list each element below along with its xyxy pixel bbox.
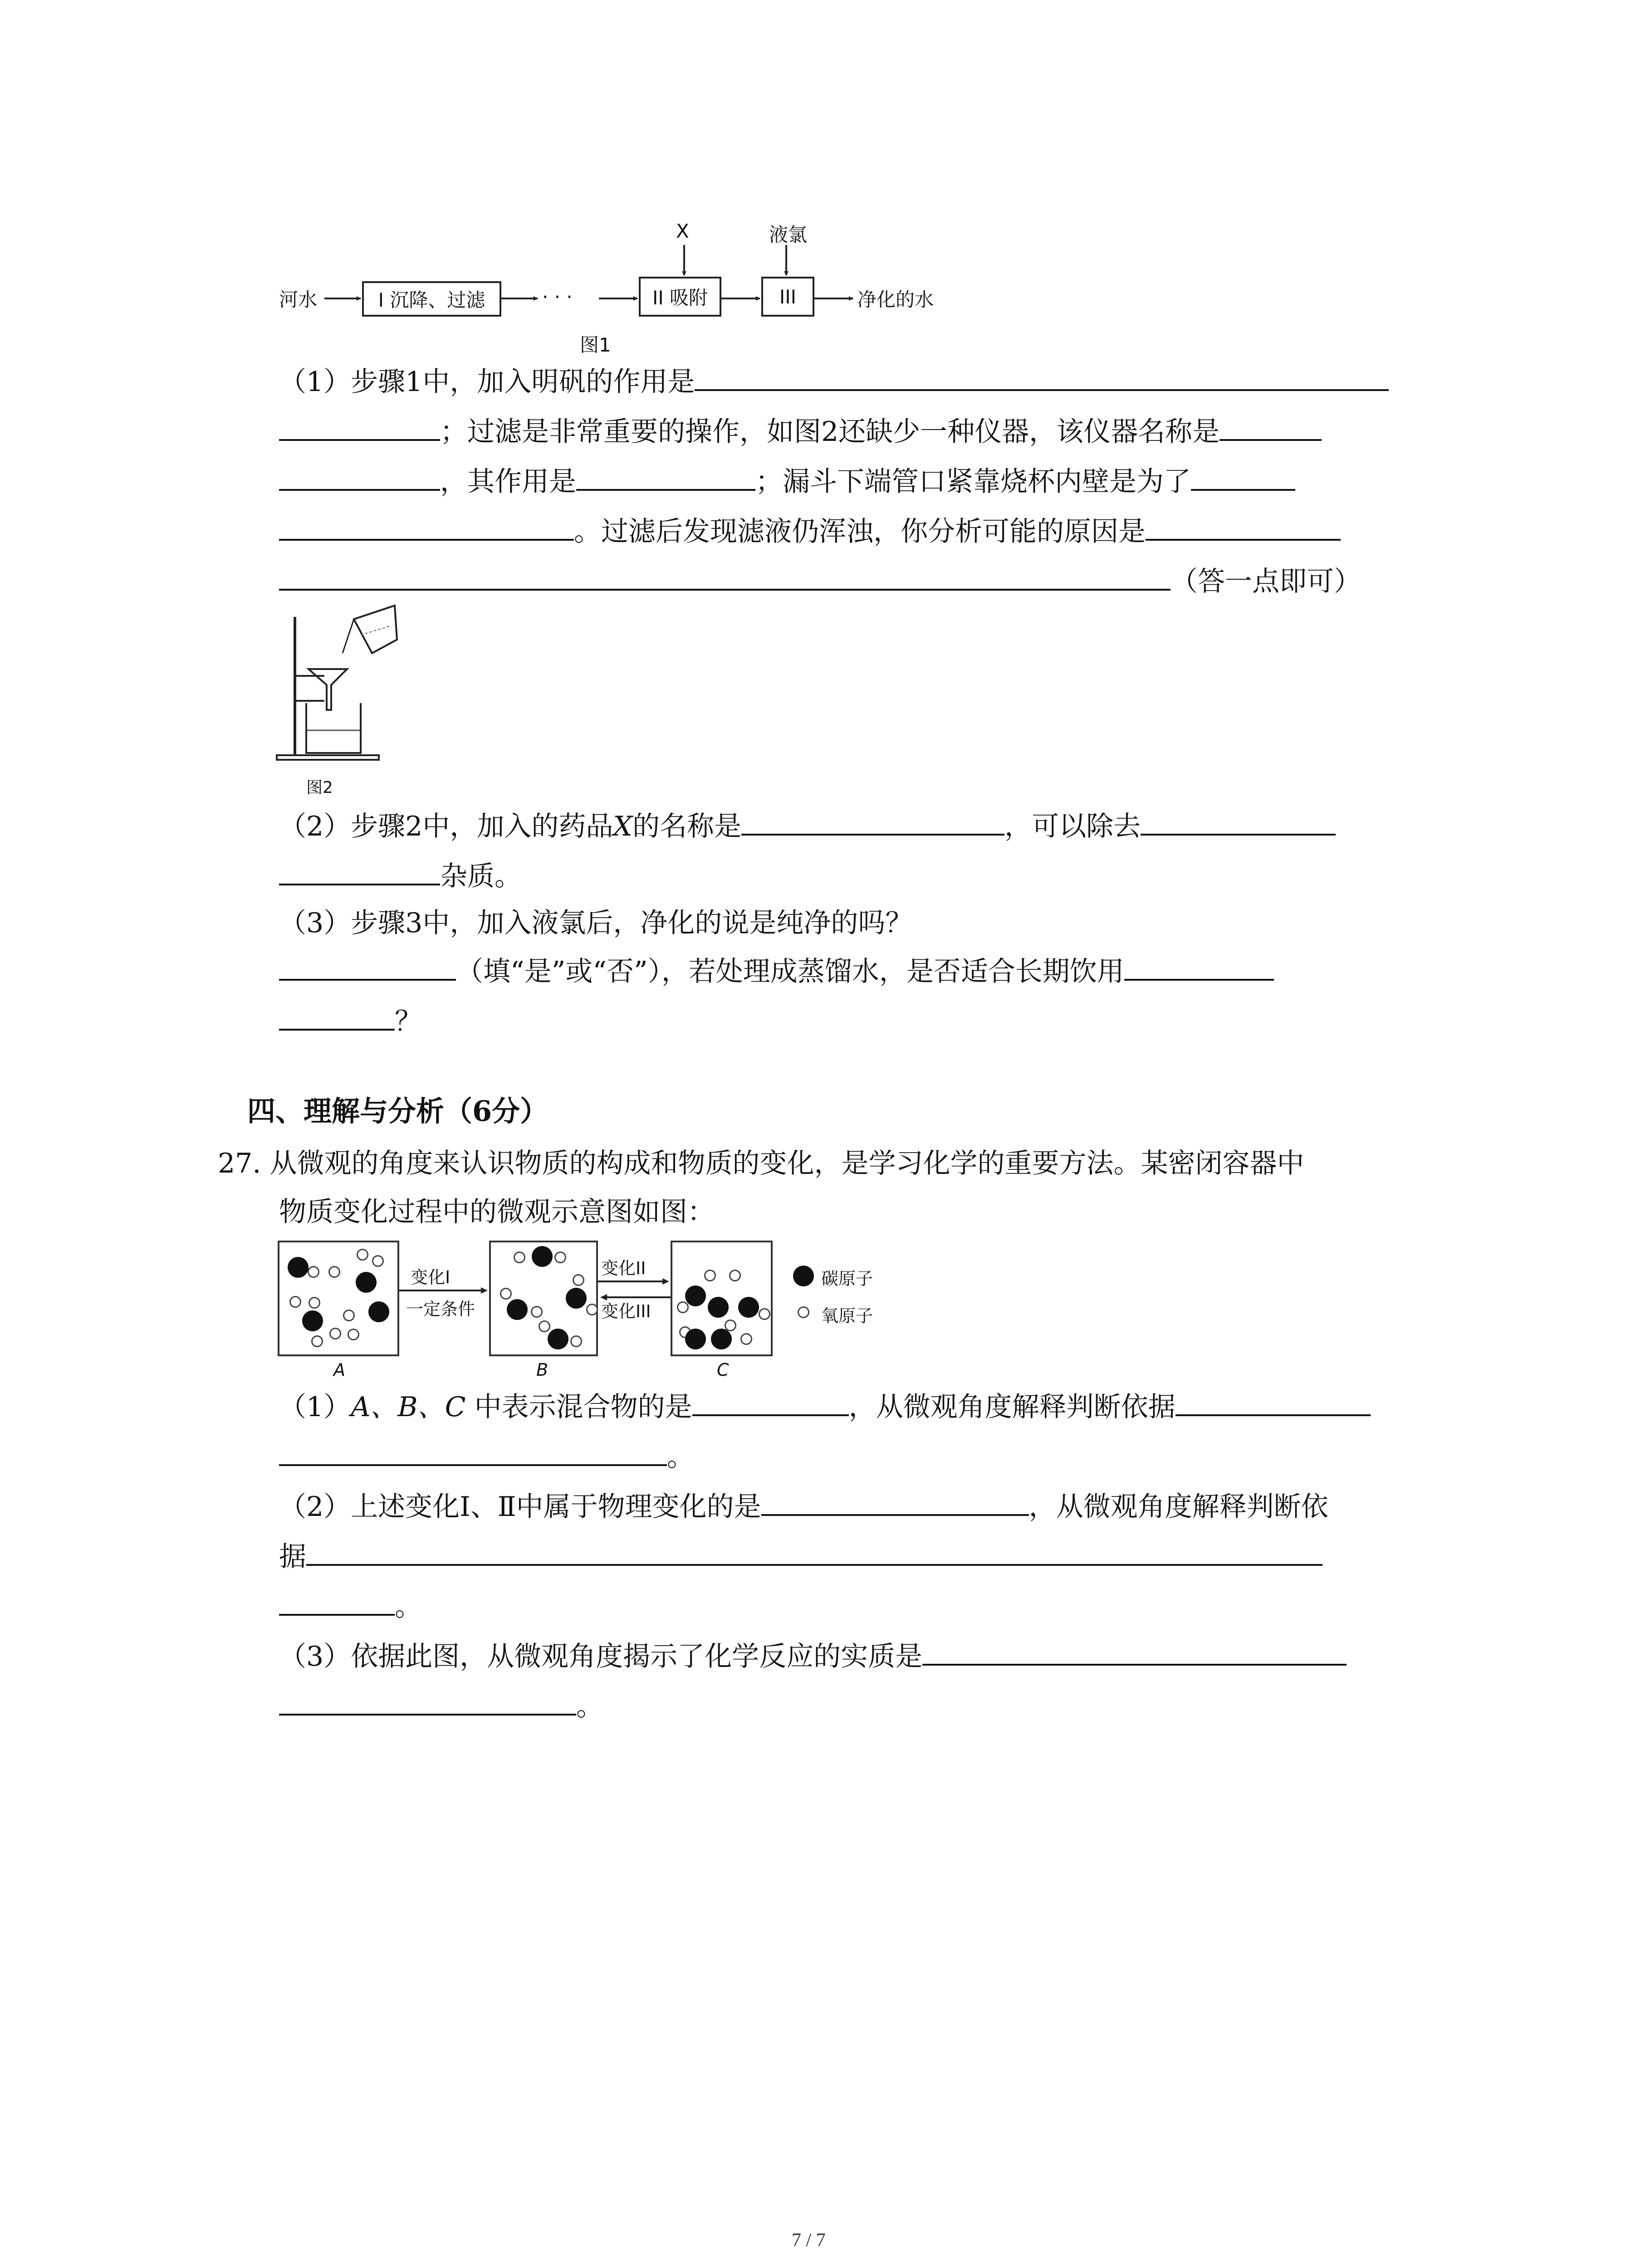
answer-blank[interactable]	[695, 363, 1389, 391]
flow-step1-box	[362, 281, 501, 317]
oxygen-atom	[539, 1320, 550, 1332]
answer-blank[interactable]	[1220, 413, 1322, 441]
q2-text-1b: 的名称是	[632, 811, 742, 842]
oxygen-atom	[311, 1335, 323, 1347]
oxygen-atom	[677, 1301, 689, 1313]
answer-blank[interactable]	[279, 1588, 395, 1616]
answer-blank[interactable]	[576, 463, 755, 491]
label-c: C	[717, 1360, 729, 1380]
carbon-atom	[288, 1257, 309, 1278]
change-1-condition: 一定条件	[406, 1299, 475, 1319]
q27-2-line-3	[279, 1588, 422, 1625]
q2-text-1c: ，可以除去	[1004, 811, 1141, 842]
mol-box-c	[671, 1241, 773, 1356]
q27-1-text-c: 中表示混合物的是	[465, 1391, 692, 1423]
answer-blank[interactable]	[279, 413, 440, 441]
oxygen-atom	[740, 1333, 752, 1345]
carbon-atom	[532, 1246, 553, 1267]
q3-line-1	[279, 905, 912, 941]
answer-blank[interactable]	[1141, 807, 1336, 836]
oxygen-atom	[308, 1266, 319, 1278]
q3-text-1: （3）步骤3中，加入液氯后，净化的说是纯净的吗？	[279, 907, 913, 939]
q27-2-text-2: 据	[279, 1541, 306, 1573]
q1-text-5: （答一点即可）	[1171, 566, 1361, 597]
label-b: B	[536, 1360, 549, 1380]
oxygen-atom	[372, 1255, 384, 1267]
flow-step2-box	[639, 277, 721, 317]
carbon-atom	[368, 1301, 389, 1322]
oxygen-atom	[357, 1249, 368, 1261]
carbon-atom	[356, 1272, 377, 1293]
oxygen-atom	[289, 1296, 301, 1308]
carbon-atom	[711, 1329, 732, 1349]
flow-arrows	[0, 0, 1641, 363]
flow-output-label: 净化的水	[857, 288, 934, 311]
oxygen-atom	[554, 1251, 566, 1263]
flow-dots: · · ·	[542, 286, 573, 308]
flow-step1-label: I 沉降、过滤	[378, 289, 485, 311]
answer-blank[interactable]	[1176, 1388, 1371, 1416]
legend-oxygen-label: 氧原子	[821, 1306, 873, 1326]
legend-oxygen-icon	[798, 1306, 809, 1318]
q27-3-text-2: 。	[576, 1691, 603, 1722]
q1-text-1: （1）步骤1中，加入明矾的作用是	[279, 366, 695, 398]
answer-blank[interactable]	[279, 1002, 395, 1031]
oxygen-atom	[729, 1270, 741, 1281]
answer-blank[interactable]	[306, 1538, 1323, 1566]
carbon-atom	[302, 1310, 323, 1331]
q27-3-line-2	[279, 1687, 603, 1725]
oxygen-atom	[573, 1274, 584, 1286]
answer-blank[interactable]	[279, 513, 574, 541]
mol-box-b	[489, 1241, 598, 1356]
carbon-atom	[738, 1297, 759, 1318]
oxygen-atom	[570, 1335, 582, 1347]
q27-line-2	[279, 1194, 715, 1230]
figure-2-filtration-apparatus	[274, 603, 420, 776]
q2-text-2: 杂质。	[440, 860, 522, 892]
q2-line-2	[279, 857, 522, 894]
answer-blank[interactable]	[279, 1438, 667, 1466]
q2-text-1a: （2）步骤2中，加入的药品	[279, 811, 613, 842]
q27-2-line-1	[279, 1488, 1328, 1525]
q27-1-text-a: （1）	[279, 1391, 351, 1423]
answer-blank[interactable]	[1124, 953, 1274, 981]
answer-blank[interactable]	[761, 1488, 1029, 1516]
q27-2-text-a: （2）上述变化Ⅰ、Ⅱ中属于物理变化的是	[279, 1491, 761, 1523]
oxygen-atom	[704, 1270, 716, 1281]
q27-1-text-d: ，从微观角度解释判断依据	[848, 1391, 1176, 1423]
answer-blank[interactable]	[922, 1637, 1347, 1666]
q27-text-1: 从微观的角度来认识物质的构成和物质的变化，是学习化学的重要方法。某密闭容器中	[269, 1148, 1304, 1179]
q3-line-2	[279, 953, 1274, 990]
legend-carbon-icon	[793, 1266, 814, 1286]
oxygen-atom	[759, 1308, 770, 1320]
q27-3-line-1	[279, 1637, 1347, 1675]
change-1-arrow	[399, 1286, 490, 1295]
legend-carbon-label: 碳原子	[821, 1269, 873, 1289]
flow-river-label: 河水	[279, 288, 318, 311]
carbon-atom	[708, 1297, 729, 1318]
answer-blank[interactable]	[279, 1687, 576, 1716]
q1-line-3	[279, 463, 1295, 500]
answer-blank[interactable]	[279, 953, 456, 981]
q1-text-4: 。过滤后发现滤液仍浑浊，你分析可能的原因是	[574, 516, 1146, 547]
carbon-atom	[566, 1288, 587, 1309]
q1-line-4	[279, 513, 1341, 550]
oxygen-atom	[586, 1304, 598, 1315]
oxygen-atom	[514, 1251, 525, 1263]
q2-line-1	[279, 807, 1336, 845]
oxygen-atom	[348, 1329, 359, 1340]
q1-line-5	[279, 562, 1361, 600]
q3-text-2: （填“是”或“否”），若处理成蒸馏水，是否适合长期饮用	[456, 956, 1124, 987]
figure-2-caption: 图2	[306, 778, 333, 797]
carbon-atom	[685, 1329, 706, 1349]
q1-line-2	[279, 413, 1322, 450]
flow-input-x: X	[676, 220, 689, 242]
answer-blank[interactable]	[279, 857, 440, 885]
q1-text-3a: ，其作用是	[440, 466, 576, 498]
oxygen-atom	[531, 1306, 543, 1318]
answer-blank[interactable]	[741, 807, 1004, 836]
label-a: A	[333, 1360, 345, 1380]
figure-1-caption: 图1	[580, 334, 611, 356]
answer-blank[interactable]	[279, 562, 1171, 591]
answer-blank[interactable]	[279, 463, 440, 491]
change-3-label: 变化III	[601, 1301, 651, 1321]
flow-step2-label: II 吸附	[652, 287, 708, 309]
q27-1-line-1	[279, 1388, 1371, 1425]
page-number: 7 / 7	[792, 2230, 826, 2251]
q27-2-text-3: 。	[395, 1591, 422, 1623]
oxygen-atom	[309, 1297, 320, 1309]
q27-1-line-2	[279, 1438, 694, 1475]
carbon-atom	[507, 1299, 528, 1320]
q2-text-x: X	[613, 811, 633, 842]
q1-line-1	[279, 363, 1389, 400]
q27-1-text-abc: A、B、C	[351, 1391, 466, 1423]
oxygen-atom	[343, 1310, 355, 1321]
carbon-atom	[548, 1329, 568, 1349]
flow-step3-label: III	[779, 285, 797, 308]
q1-text-3b: ；漏斗下端管口紧靠烧杯内壁是为了	[755, 466, 1191, 498]
answer-blank[interactable]	[692, 1388, 849, 1416]
section-4-heading: 四、理解与分析（6分）	[247, 1095, 549, 1128]
q3-line-3	[279, 1002, 422, 1040]
q27-1-text-2: 。	[667, 1441, 694, 1473]
q27-2-line-2	[279, 1538, 1323, 1575]
answer-blank[interactable]	[1191, 463, 1295, 491]
mol-box-a	[278, 1241, 399, 1356]
q27-line-1	[218, 1145, 1304, 1182]
flow-input-chlorine: 液氯	[769, 224, 808, 246]
change-2-label: 变化II	[601, 1258, 646, 1278]
change-1-label: 变化I	[411, 1267, 451, 1287]
oxygen-atom	[500, 1288, 512, 1300]
carbon-atom	[685, 1286, 706, 1306]
q27-number: 27.	[218, 1148, 261, 1179]
q27-2-text-b: ，从微观角度解释判断依	[1029, 1491, 1328, 1523]
oxygen-atom	[329, 1328, 341, 1339]
answer-blank[interactable]	[1146, 513, 1341, 541]
q27-text-2: 物质变化过程中的微观示意图如图：	[279, 1196, 715, 1228]
flow-step3-box	[761, 277, 814, 317]
q3-text-3: ？	[395, 1006, 422, 1037]
q27-3-text-1: （3）依据此图，从微观角度揭示了化学反应的实质是	[279, 1641, 923, 1672]
oxygen-atom	[328, 1266, 340, 1278]
q1-text-2: ；过滤是非常重要的操作，如图2还缺少一种仪器，该仪器名称是	[440, 416, 1220, 448]
